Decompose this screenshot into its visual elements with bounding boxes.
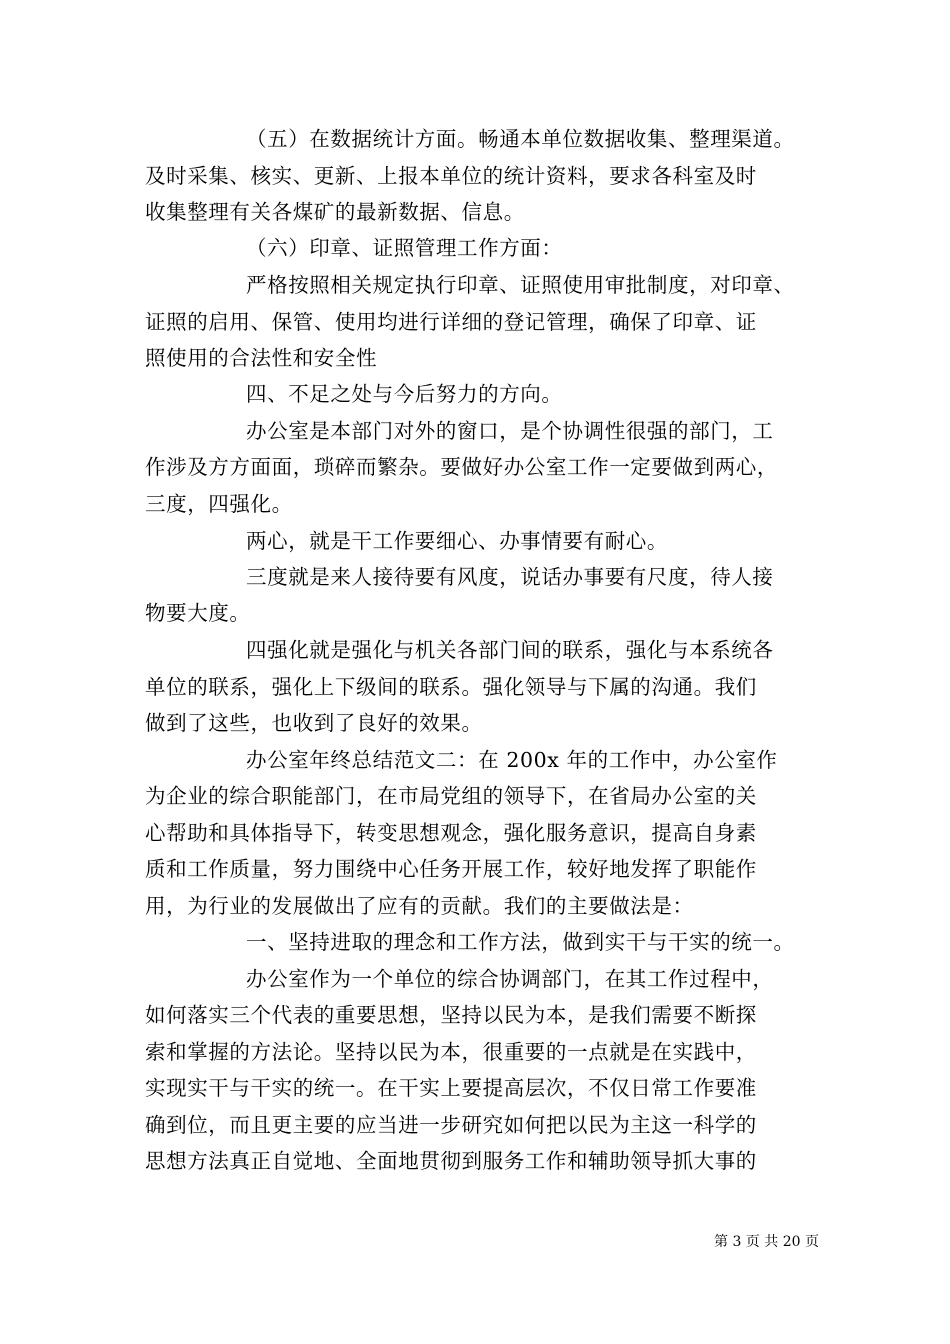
- text-line-14: 物要大度。: [145, 601, 251, 625]
- page-number-footer: 第 3 页 共 20 页: [714, 1234, 819, 1250]
- text-line-9: 办公室是本部门对外的窗口，是个协调性很强的部门，工: [246, 419, 774, 443]
- text-line-4: （六）印章、证照管理工作方面：: [246, 236, 563, 260]
- text-line-12: 两心，就是干工作要细心、办事情要有耐心。: [246, 529, 668, 553]
- text-line-5: 严格按照相关规定执行印章、证照使用审批制度，对印章、: [246, 273, 795, 297]
- text-line-8: 四、不足之处与今后努力的方向。: [246, 382, 563, 406]
- text-line-27: 实现实干与干实的统一。在干实上要提高层次，不仅日常工作要准: [145, 1076, 757, 1100]
- text-line-22: 用，为行业的发展做出了应有的贡献。我们的主要做法是：: [145, 894, 694, 918]
- text-line-21: 质和工作质量，努力围绕中心任务开展工作，较好地发挥了职能作: [145, 857, 757, 881]
- text-line-28: 确到位，而且更主要的应当进一步研究如何把以民为主这一科学的: [145, 1113, 757, 1137]
- text-line-16: 单位的联系，强化上下级间的联系。强化领导与下属的沟通。我们: [145, 675, 757, 699]
- text-line-3: 收集整理有关各煤矿的最新数据、信息。: [145, 200, 525, 224]
- text-line-29: 思想方法真正自觉地、全面地贯彻到服务工作和辅助领导抓大事的: [145, 1149, 757, 1173]
- text-line-23: 一、坚持进取的理念和工作方法，做到实干与干实的统一。: [246, 930, 795, 954]
- text-line-20: 心帮助和具体指导下，转变思想观念，强化服务意识，提高自身素: [145, 821, 757, 845]
- text-line-7: 照使用的合法性和安全性: [145, 346, 378, 370]
- text-line-6: 证照的启用、保管、使用均进行详细的登记管理，确保了印章、证: [145, 310, 757, 334]
- text-line-25: 如何落实三个代表的重要思想，坚持以民为本，是我们需要不断探: [145, 1003, 757, 1027]
- text-line-10: 作涉及方方面面，琐碎而繁杂。要做好办公室工作一定要做到两心，: [145, 455, 778, 479]
- text-line-19: 为企业的综合职能部门，在市局党组的领导下，在省局办公室的关: [145, 784, 757, 808]
- text-line-2: 及时采集、核实、更新、上报本单位的统计资料，要求各科室及时: [145, 164, 757, 188]
- text-line-26: 索和掌握的方法论。坚持以民为本，很重要的一点就是在实践中，: [145, 1040, 757, 1064]
- text-line-24: 办公室作为一个单位的综合协调部门，在其工作过程中，: [246, 967, 774, 991]
- text-line-13: 三度就是来人接待要有风度，说话办事要有尺度，待人接: [246, 565, 774, 589]
- text-line-15: 四强化就是强化与机关各部门间的联系，强化与本系统各: [246, 638, 774, 662]
- text-line-18: 办公室年终总结范文二：在 200x 年的工作中，办公室作: [246, 748, 778, 772]
- text-line-1: （五）在数据统计方面。畅通本单位数据收集、整理渠道。: [246, 127, 795, 151]
- text-line-17: 做到了这些，也收到了良好的效果。: [145, 711, 483, 735]
- text-line-11: 三度，四强化。: [145, 492, 293, 516]
